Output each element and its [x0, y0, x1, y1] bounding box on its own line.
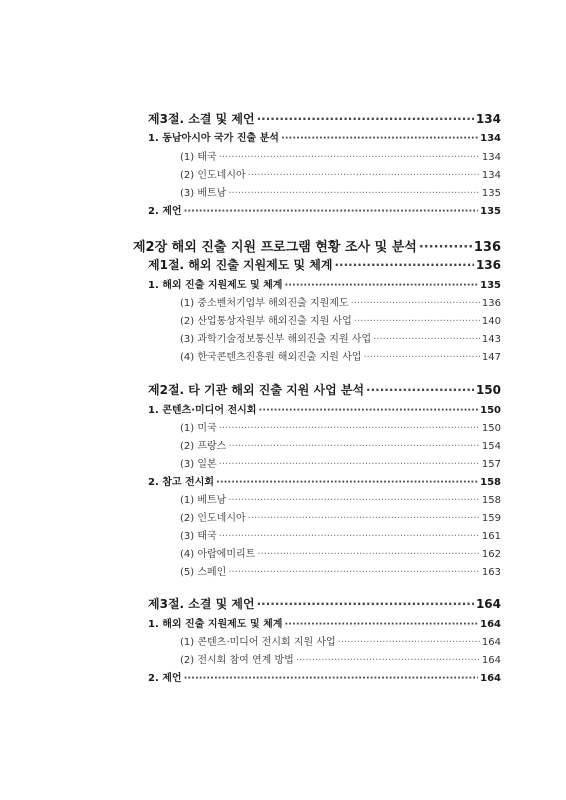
toc-entry-item[interactable] [180, 509, 501, 524]
toc-entry-item[interactable] [180, 545, 501, 560]
toc-entry-title: 제2절. 타 기관 해외 진출 지원 사업 분석 [148, 383, 365, 397]
leader-dots [228, 441, 480, 452]
toc-entry-page: 154 [481, 441, 501, 452]
toc-entry-item[interactable] [180, 419, 501, 434]
toc-entry-title: 제3절. 소결 및 제언 [148, 597, 255, 611]
toc-entry-title: (5) 스페인 [180, 567, 227, 578]
leader-dots [219, 423, 480, 434]
leader-dots [248, 170, 480, 181]
toc-entry-title: (1) 베트남 [180, 495, 227, 506]
toc-entry-page: 136 [473, 240, 501, 255]
toc-entry-page: 150 [481, 423, 501, 434]
leader-dots [258, 405, 478, 416]
toc-entry-page: 150 [475, 383, 501, 397]
toc-entry-page: 147 [481, 352, 501, 363]
leader-dots [281, 133, 478, 144]
toc-entry-item[interactable] [180, 148, 501, 163]
toc-entry-item[interactable] [180, 166, 501, 181]
toc-entry-title: 제1절. 해외 진출 지원제도 및 체계 [148, 258, 333, 272]
leader-dots [284, 619, 478, 630]
toc-entry-page: 159 [481, 513, 501, 524]
toc-entry-page: 164 [480, 673, 501, 684]
leader-dots [248, 513, 480, 524]
toc-entry-title: (1) 태국 [180, 152, 217, 163]
toc-entry-subsection[interactable] [148, 129, 501, 144]
leader-dots [184, 206, 479, 217]
toc-entry-title: 2. 제언 [148, 673, 182, 684]
toc-entry-title: (3) 일본 [180, 459, 217, 470]
toc-entry-page: 134 [475, 112, 501, 126]
toc-entry-item[interactable] [180, 491, 501, 506]
leader-dots [366, 383, 474, 397]
leader-dots [219, 152, 480, 163]
toc-entry-item[interactable] [180, 348, 501, 363]
toc-entry-title: 제2장 해외 진출 지원 프로그램 현황 조사 및 분석 [133, 240, 417, 255]
toc-entry-item[interactable] [180, 651, 501, 666]
leader-dots [216, 477, 478, 488]
toc-entry-page: 158 [480, 477, 501, 488]
toc-entry-page: 164 [475, 597, 501, 611]
leader-dots [296, 655, 480, 666]
toc-entry-title: (3) 과학기술정보통신부 해외진출 지원 사업 [180, 334, 372, 345]
leader-dots [257, 597, 474, 611]
toc-entry-subsection[interactable] [148, 401, 501, 416]
toc-entry-section[interactable] [148, 381, 501, 398]
toc-entry-title: 1. 해외 진출 지원제도 및 체계 [148, 619, 283, 630]
toc-entry-page: 164 [481, 655, 501, 666]
toc-entry-title: (1) 미국 [180, 423, 217, 434]
leader-dots [351, 298, 480, 309]
toc-entry-subsection[interactable] [148, 276, 501, 291]
toc-entry-item[interactable] [180, 527, 501, 542]
leader-dots [228, 567, 480, 578]
toc-entry-page: 134 [481, 170, 501, 181]
toc-entry-title: (2) 프랑스 [180, 441, 227, 452]
toc-entry-title: (2) 인도네시아 [180, 513, 246, 524]
toc-entry-title: (2) 산업통상자원부 해외진출 지원 사업 [180, 316, 352, 327]
toc-entry-title: 1. 동남아시아 국가 진출 분석 [148, 133, 279, 144]
toc-entry-item[interactable] [180, 563, 501, 578]
toc-entry-page: 162 [481, 549, 501, 560]
toc-entry-page: 164 [480, 619, 501, 630]
toc-entry-page: 164 [481, 637, 501, 648]
toc-entry-item[interactable] [180, 184, 501, 199]
toc-entry-title: 1. 해외 진출 지원제도 및 체계 [148, 280, 283, 291]
toc-entry-section[interactable] [148, 595, 501, 612]
toc-entry-item[interactable] [180, 437, 501, 452]
toc-entry-subsection[interactable] [148, 473, 501, 488]
leader-dots [284, 280, 478, 291]
toc-entry-page: 134 [481, 152, 501, 163]
toc-entry-title: 2. 참고 전시회 [148, 477, 215, 488]
leader-dots [419, 240, 472, 255]
toc-entry-title: (1) 중소벤처기업부 해외진출 지원제도 [180, 298, 349, 309]
toc-entry-page: 150 [480, 405, 501, 416]
leader-dots [228, 495, 480, 506]
toc-entry-page: 161 [481, 531, 501, 542]
toc-entry-title: (1) 콘텐츠·미디어 전시회 지원 사업 [180, 637, 336, 648]
toc-entry-title: (2) 전시회 참여 연계 방법 [180, 655, 294, 666]
toc-entry-item[interactable] [180, 455, 501, 470]
toc-entry-subsection[interactable] [148, 615, 501, 630]
toc-entry-subsection[interactable] [148, 202, 501, 217]
toc-entry-item[interactable] [180, 330, 501, 345]
toc-entry-page: 135 [481, 188, 501, 199]
toc-entry-page: 136 [475, 258, 501, 272]
leader-dots [219, 531, 480, 542]
toc-entry-title: (3) 태국 [180, 531, 217, 542]
toc-entry-title: 제3절. 소결 및 제언 [148, 112, 255, 126]
toc-entry-title: 1. 콘텐츠·미디어 전시회 [148, 405, 257, 416]
toc-entry-page: 140 [481, 316, 501, 327]
leader-dots [184, 673, 479, 684]
toc-entry-page: 135 [480, 206, 501, 217]
leader-dots [354, 316, 480, 327]
toc-entry-item[interactable] [180, 294, 501, 309]
toc-entry-page: 143 [481, 334, 501, 345]
toc-entry-page: 136 [481, 298, 501, 309]
toc-entry-page: 134 [480, 133, 501, 144]
toc-entry-title: (4) 아랍에미리트 [180, 549, 256, 560]
leader-dots [338, 637, 480, 648]
toc-entry-chapter[interactable] [133, 236, 501, 255]
leader-dots [257, 549, 480, 560]
toc-entry-item[interactable] [180, 312, 501, 327]
toc-entry-title: (2) 인도네시아 [180, 170, 246, 181]
leader-dots [335, 258, 474, 272]
leader-dots [363, 352, 479, 363]
toc-entry-section[interactable] [148, 110, 501, 127]
toc-entry-item[interactable] [180, 633, 501, 648]
leader-dots [219, 459, 480, 470]
toc-entry-subsection[interactable] [148, 669, 501, 684]
toc-entry-title: (3) 베트남 [180, 188, 227, 199]
toc-entry-page: 158 [481, 495, 501, 506]
toc-entry-section[interactable] [148, 256, 501, 273]
leader-dots [257, 112, 474, 126]
leader-dots [228, 188, 480, 199]
toc-entry-title: (4) 한국콘텐츠진흥원 해외진출 지원 사업 [180, 352, 362, 363]
toc-entry-title: 2. 제언 [148, 206, 182, 217]
toc-entry-page: 163 [481, 567, 501, 578]
toc-entry-page: 135 [480, 280, 501, 291]
toc-entry-page: 157 [481, 459, 501, 470]
leader-dots [373, 334, 480, 345]
